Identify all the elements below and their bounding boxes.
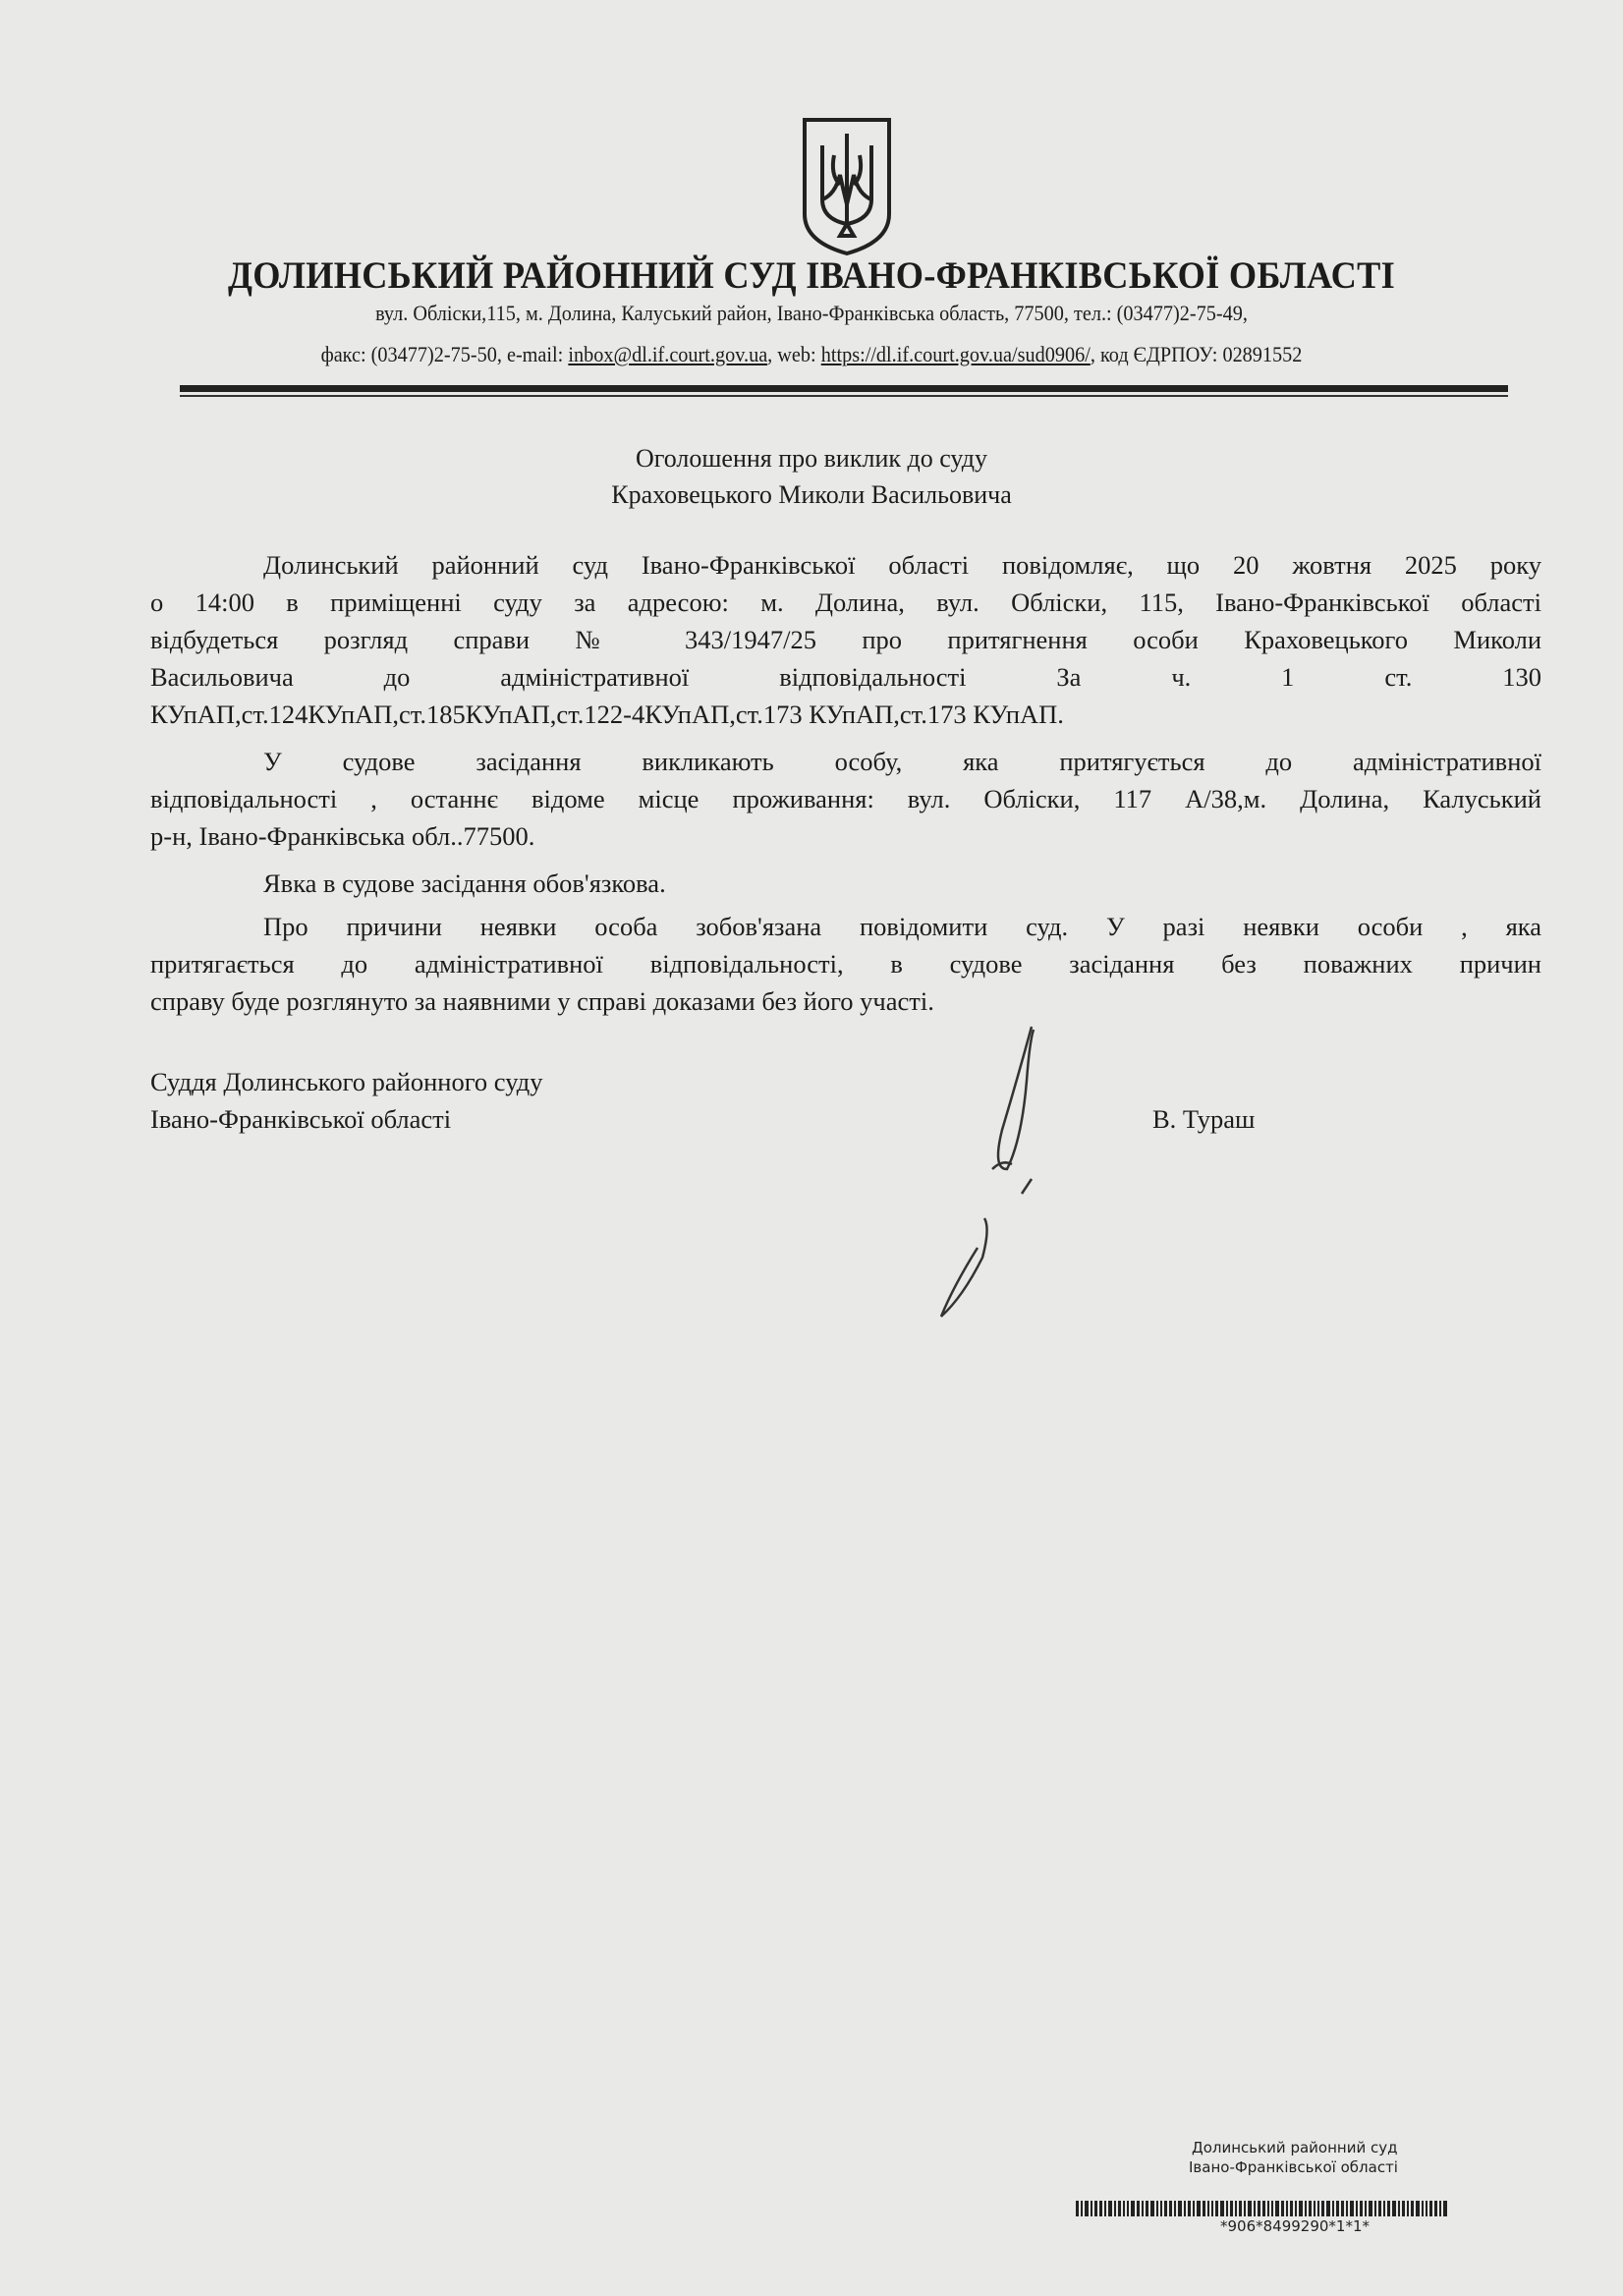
barcode-bar [1356, 2201, 1358, 2216]
barcode-bar [1332, 2201, 1334, 2216]
barcode-bar [1150, 2201, 1154, 2216]
judge-position: Суддя Долинського районного суду [150, 1067, 543, 1096]
body-line: притягається до адміністративної відповідальності, в судове засідання без поважних причин [150, 949, 1541, 979]
barcode-bar [1142, 2201, 1144, 2216]
barcode-bar [1146, 2201, 1148, 2216]
barcode-bar [1317, 2201, 1319, 2216]
web-label: , web: [767, 342, 821, 366]
barcode-bar [1411, 2201, 1414, 2216]
barcode-bar [1369, 2201, 1372, 2216]
barcode-bar [1422, 2201, 1424, 2216]
barcode-bar [1239, 2201, 1242, 2216]
body-line: КУпАП,ст.124КУпАП,ст.185КУпАП,ст.122-4КУпАП,ст.173 КУпАП,ст.173 КУпАП. [150, 700, 1064, 729]
body-line: Васильовича до адміністративної відповідальності За ч. 1 ст. 130 [150, 662, 1541, 692]
barcode-bar [1426, 2201, 1427, 2216]
announcement-subject: Краховецького Миколи Васильовича [611, 480, 1012, 509]
barcode-bar [1118, 2201, 1121, 2216]
barcode-bar [1174, 2201, 1176, 2216]
body-line: Про причини неявки особа зобов'язана повідомити суд. У разі неявки особи , яка [263, 912, 1541, 941]
barcode-bar [1267, 2201, 1269, 2216]
barcode-bar [1203, 2201, 1205, 2216]
barcode-bar [1275, 2201, 1279, 2216]
barcode-bar [1286, 2201, 1288, 2216]
body-line: справу буде розглянуто за наявними у справі доказами без його участі. [150, 986, 934, 1016]
barcode-bar [1169, 2201, 1172, 2216]
barcode-bar [1081, 2201, 1083, 2216]
barcode-bar [1127, 2201, 1129, 2216]
barcode-bar [1443, 2201, 1447, 2216]
barcode-bar [1326, 2201, 1330, 2216]
barcode-bar [1137, 2201, 1140, 2216]
barcode-bar [1305, 2201, 1307, 2216]
barcode-bar [1094, 2201, 1097, 2216]
barcode-bar [1197, 2201, 1201, 2216]
barcode-bar [1164, 2201, 1167, 2216]
header-rule-thick [180, 385, 1508, 392]
barcode-bar [1230, 2201, 1233, 2216]
court-name: ДОЛИНСЬКИЙ РАЙОННИЙ СУД ІВАНО-ФРАНКІВСЬКОЇ ОБЛАСТІ [227, 254, 1396, 297]
barcode-bar [1178, 2201, 1182, 2216]
barcode-bar [1235, 2201, 1237, 2216]
barcode-bar [1108, 2201, 1112, 2216]
barcode-bar [1226, 2201, 1228, 2216]
body-line: відповідальності , останнє відоме місце проживання: вул. Обліски, 117 А/38,м. Долина, Калуський [150, 784, 1541, 813]
barcode-bar [1248, 2201, 1252, 2216]
ukraine-trident-emblem [801, 116, 893, 255]
barcode [1076, 2201, 1533, 2216]
barcode-number: *906*8499290*1*1* [1220, 2217, 1371, 2235]
barcode-bar [1123, 2201, 1125, 2216]
barcode-bar [1099, 2201, 1102, 2216]
body-line: У судове засідання викликають особу, яка притягується до адміністративної [263, 747, 1541, 776]
stamp-court-line1: Долинський районний суд [1192, 2139, 1398, 2156]
body-line: відбудеться розгляд справи № 343/1947/25 про притягнення особи Краховецького Миколи [150, 625, 1541, 654]
barcode-bar [1346, 2201, 1348, 2216]
barcode-bar [1215, 2201, 1218, 2216]
barcode-bar [1295, 2201, 1297, 2216]
handwritten-signature [923, 1022, 1100, 1326]
barcode-bar [1341, 2201, 1344, 2216]
body-line: Явка в судове засідання обов'язкова. [263, 868, 666, 898]
barcode-bar [1398, 2201, 1400, 2216]
barcode-bar [1383, 2201, 1385, 2216]
barcode-bar [1309, 2201, 1312, 2216]
barcode-bar [1160, 2201, 1162, 2216]
court-contacts [65, 342, 1558, 367]
barcode-bar [1374, 2201, 1376, 2216]
barcode-bar [1085, 2201, 1089, 2216]
barcode-bar [1184, 2201, 1186, 2216]
barcode-bar [1407, 2201, 1409, 2216]
body-line: р-н, Івано-Франківська обл..77500. [150, 821, 535, 851]
judge-court: Івано-Франківської області [150, 1104, 452, 1134]
barcode-bar [1244, 2201, 1246, 2216]
barcode-bar [1091, 2201, 1092, 2216]
barcode-bar [1387, 2201, 1390, 2216]
body-line: Долинський районний суд Івано-Франківської області повідомляє, що 20 жовтня 2025 року [263, 550, 1541, 580]
barcode-bar [1262, 2201, 1265, 2216]
barcode-bar [1114, 2201, 1116, 2216]
barcode-bar [1416, 2201, 1420, 2216]
stamp-court-line2: Івано-Франківської області [1189, 2158, 1398, 2176]
barcode-bar [1211, 2201, 1213, 2216]
barcode-bar [1258, 2201, 1260, 2216]
barcode-bar [1207, 2201, 1209, 2216]
barcode-bar [1314, 2201, 1315, 2216]
barcode-bar [1378, 2201, 1381, 2216]
barcode-bar [1188, 2201, 1191, 2216]
fax-text: факс: (03477)2-75-50, e-mail: [320, 342, 569, 366]
judge-name: В. Тураш [1152, 1104, 1256, 1134]
header-rule-thin [180, 395, 1508, 397]
barcode-bar [1076, 2201, 1079, 2216]
web-link[interactable]: https://dl.if.court.gov.ua/sud0906/ [820, 342, 1091, 366]
barcode-bar [1439, 2201, 1441, 2216]
barcode-bar [1254, 2201, 1256, 2216]
barcode-bar [1434, 2201, 1437, 2216]
barcode-bar [1220, 2201, 1224, 2216]
barcode-bar [1360, 2201, 1363, 2216]
barcode-bar [1402, 2201, 1405, 2216]
email-link[interactable]: inbox@dl.if.court.gov.ua [568, 342, 768, 366]
body-line: о 14:00 в приміщенні суду за адресою: м. Долина, вул. Обліски, 115, Івано-Франківської області [150, 588, 1541, 617]
barcode-bar [1321, 2201, 1324, 2216]
barcode-bar [1281, 2201, 1284, 2216]
barcode-bar [1156, 2201, 1158, 2216]
barcode-bar [1429, 2201, 1432, 2216]
edrpou-code: , код ЄДРПОУ: 02891552 [1090, 342, 1303, 366]
barcode-bar [1350, 2201, 1354, 2216]
barcode-bar [1336, 2201, 1339, 2216]
barcode-bar [1131, 2201, 1135, 2216]
barcode-bar [1104, 2201, 1106, 2216]
court-address: вул. Обліски,115, м. Долина, Калуський район, Івано-Франківська область, 77500, тел.: (03477)2-75-49, [375, 301, 1248, 325]
barcode-bar [1392, 2201, 1396, 2216]
barcode-bar [1193, 2201, 1195, 2216]
barcode-bar [1290, 2201, 1293, 2216]
announcement-title: Оголошення про виклик до суду [635, 444, 988, 473]
barcode-bar [1271, 2201, 1273, 2216]
barcode-bar [1299, 2201, 1303, 2216]
barcode-bar [1365, 2201, 1367, 2216]
